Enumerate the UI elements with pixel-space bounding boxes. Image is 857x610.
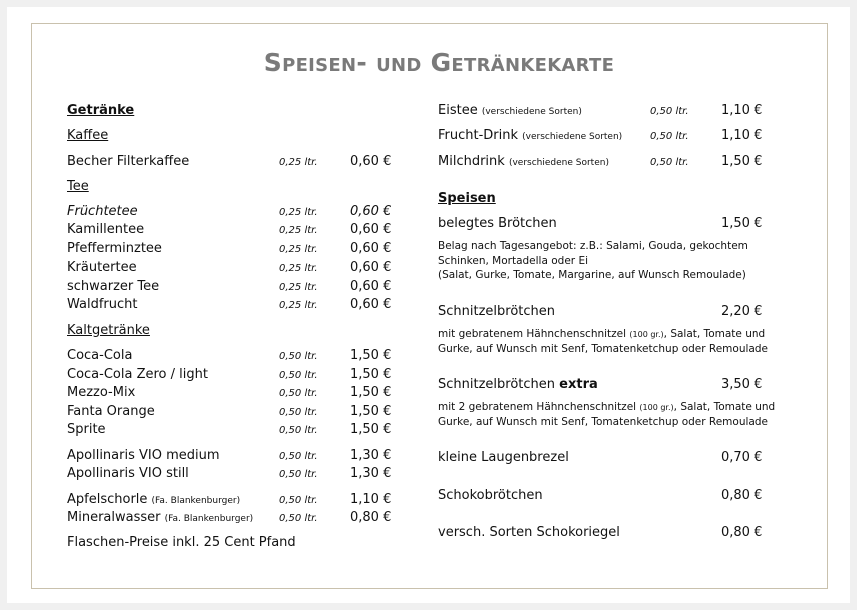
item-name: belegtes Brötchen	[438, 216, 557, 231]
desc-text: , Salat, Tomate und Gurke, auf Wunsch mit Senf, Tomatenketchup oder Remoulade	[438, 401, 776, 428]
desc-weight: (100 gr.)	[639, 403, 674, 412]
item-row	[438, 128, 622, 145]
item-price: 0,60 €	[350, 154, 392, 169]
item-volume: 0,25 ltr.	[279, 244, 318, 255]
desc-text: , Salat, Tomate und Gurke, auf Wunsch mit Senf, Tomatenketchup oder Remoulade	[438, 328, 768, 355]
item-name: Apollinaris VIO still	[67, 466, 189, 481]
item-note: (Fa. Blankenburger)	[164, 514, 254, 524]
item-name: Früchtetee	[67, 204, 138, 219]
item-name: Mezzo-Mix	[67, 385, 136, 400]
item-volume: 0,25 ltr.	[279, 225, 318, 236]
item-note: (verschiedene Sorten)	[481, 107, 582, 117]
item-name: kleine Laugenbrezel	[438, 450, 569, 465]
item-price: 0,60 €	[350, 241, 392, 256]
item-name: Schnitzelbrötchen	[438, 304, 556, 319]
item-name: Sprite	[67, 422, 106, 437]
item-price: 0,60 €	[350, 279, 392, 294]
item-name: Apollinaris VIO medium	[67, 448, 220, 463]
item-name: Waldfrucht	[67, 297, 138, 312]
item-price: 1,50 €	[350, 422, 392, 437]
item-name: Coca-Cola Zero / light	[67, 367, 208, 382]
item-name: versch. Sorten Schokoriegel	[438, 525, 620, 540]
item-volume: 0,25 ltr.	[279, 300, 318, 311]
item-name: Becher Filterkaffee	[67, 154, 190, 169]
item-name: Schokobrötchen	[438, 488, 543, 503]
item-price: 0,60 €	[350, 222, 392, 237]
item-volume: 0,50 ltr.	[279, 469, 318, 480]
desc-weight: (100 gr.)	[629, 330, 664, 339]
subheading-kaffee: Kaffee	[67, 128, 109, 143]
item-description: Belag nach Tagesangebot: z.B.: Salami, Gouda, gekochtem Schinken, Mortadella oder Ei	[438, 240, 748, 267]
subheading-kaltgetraenke: Kaltgetränke	[67, 323, 150, 338]
item-row	[438, 377, 598, 393]
item-name: Fanta Orange	[67, 404, 155, 419]
item-row	[438, 154, 609, 171]
item-volume: 0,50 ltr.	[279, 351, 318, 362]
item-price: 3,50 €	[721, 377, 763, 392]
item-price: 1,10 €	[350, 492, 392, 507]
item-volume: 0,50 ltr.	[279, 370, 318, 381]
item-price: 2,20 €	[721, 304, 763, 319]
subheading-tee: Tee	[67, 179, 89, 194]
page-title: Speisen- und Getränkekarte	[263, 48, 615, 77]
item-volume: 0,25 ltr.	[279, 263, 318, 274]
item-volume: 0,50 ltr.	[279, 495, 318, 506]
item-volume: 0,50 ltr.	[279, 513, 318, 524]
item-price: 1,30 €	[350, 466, 392, 481]
item-volume: 0,25 ltr.	[279, 157, 318, 168]
item-price: 0,80 €	[721, 488, 763, 503]
item-price: 1,50 €	[350, 348, 392, 363]
section-heading-speisen: Speisen	[438, 191, 496, 206]
item-volume: 0,25 ltr.	[279, 282, 318, 293]
item-row	[67, 510, 253, 527]
section-heading-getraenke: Getränke	[67, 103, 135, 118]
item-name: Kamillentee	[67, 222, 145, 237]
desc-text: mit 2 gebratenem Hähnchenschnitzel	[438, 401, 640, 413]
item-row	[67, 492, 240, 509]
item-name: schwarzer Tee	[67, 279, 160, 294]
item-price: 0,80 €	[350, 510, 392, 525]
item-price: 1,50 €	[721, 154, 763, 169]
desc-text: mit gebratenem Hähnchenschnitzel	[438, 328, 630, 340]
item-volume: 0,50 ltr.	[650, 106, 689, 117]
item-name: Kräutertee	[67, 260, 137, 275]
item-name: Eistee	[438, 103, 478, 118]
item-description	[438, 327, 778, 357]
item-volume: 0,25 ltr.	[279, 207, 318, 218]
item-name-extra: extra	[559, 377, 598, 392]
item-price: 0,70 €	[721, 450, 763, 465]
item-name: Mineralwasser	[67, 510, 161, 525]
item-volume: 0,50 ltr.	[279, 388, 318, 399]
item-note: (verschiedene Sorten)	[522, 132, 623, 142]
item-description	[438, 400, 778, 430]
item-name: Frucht-Drink	[438, 128, 519, 143]
item-name: Coca-Cola	[67, 348, 133, 363]
deposit-note: Flaschen-Preise inkl. 25 Cent Pfand	[67, 535, 296, 550]
item-price: 0,60 €	[350, 204, 392, 219]
item-name: Schnitzelbrötchen	[438, 377, 556, 392]
item-note: (verschiedene Sorten)	[508, 158, 609, 168]
item-price: 0,60 €	[350, 260, 392, 275]
item-row	[438, 103, 582, 120]
item-price: 1,10 €	[721, 103, 763, 118]
item-name: Pfefferminztee	[67, 241, 162, 256]
item-price: 1,50 €	[350, 404, 392, 419]
item-note: (Fa. Blankenburger)	[151, 496, 241, 506]
item-price: 0,60 €	[350, 297, 392, 312]
item-price: 1,30 €	[350, 448, 392, 463]
item-volume: 0,50 ltr.	[279, 451, 318, 462]
item-name: Milchdrink	[438, 154, 505, 169]
item-volume: 0,50 ltr.	[279, 425, 318, 436]
item-description: (Salat, Gurke, Tomate, Margarine, auf Wunsch Remoulade)	[438, 269, 746, 281]
item-price: 1,50 €	[350, 367, 392, 382]
item-volume: 0,50 ltr.	[650, 157, 689, 168]
item-volume: 0,50 ltr.	[650, 131, 689, 142]
item-price: 1,50 €	[721, 216, 763, 231]
item-price: 0,80 €	[721, 525, 763, 540]
item-name: Apfelschorle	[67, 492, 148, 507]
item-volume: 0,50 ltr.	[279, 407, 318, 418]
item-price: 1,10 €	[721, 128, 763, 143]
item-price: 1,50 €	[350, 385, 392, 400]
